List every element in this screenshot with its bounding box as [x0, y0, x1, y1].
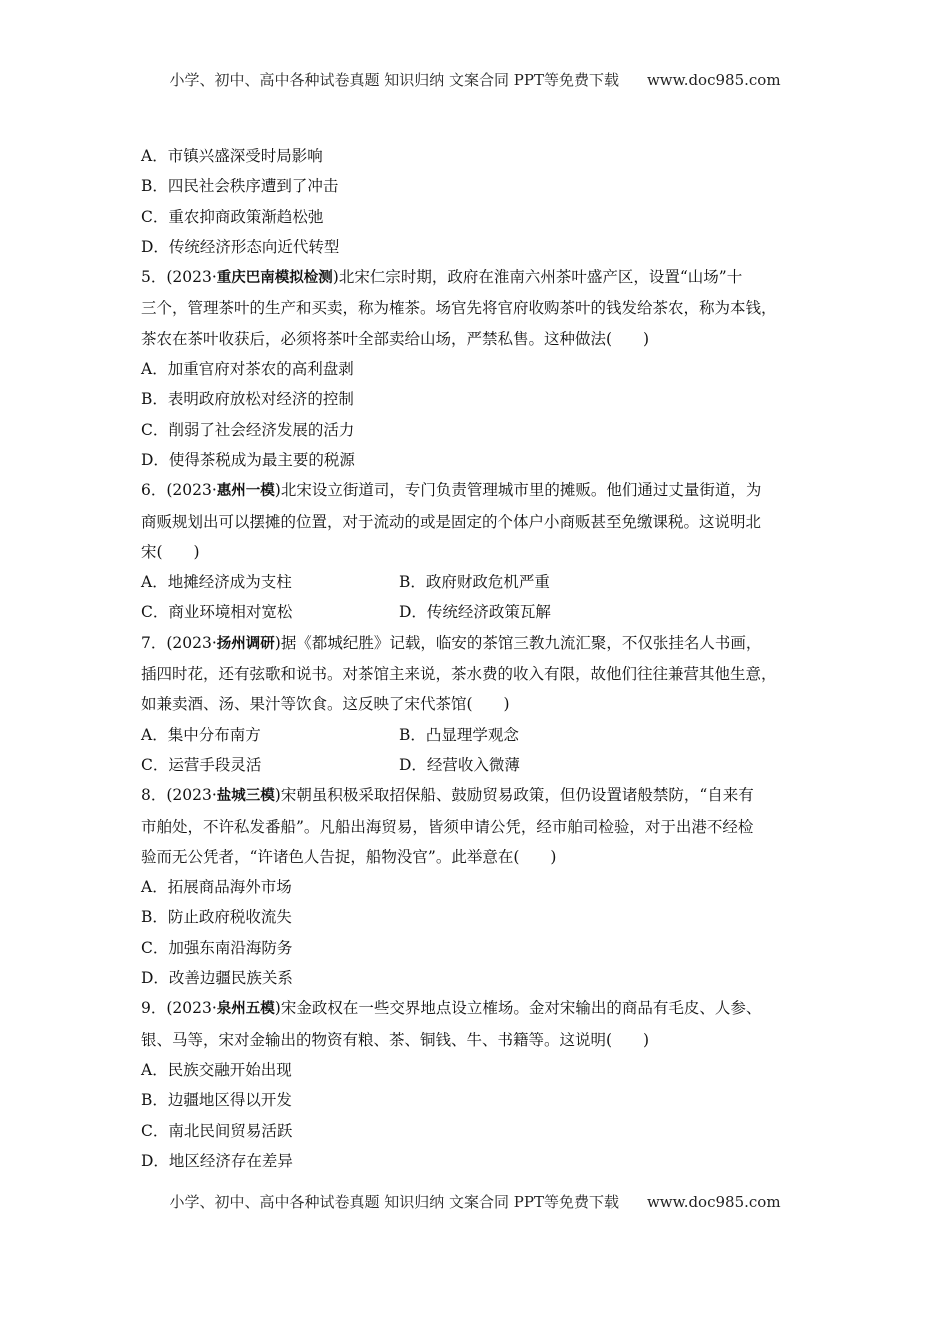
q9-source: 泉州五模 — [216, 1001, 275, 1018]
q5-line-2: 三个，管理茶叶的生产和买卖，称为榷茶。场官先将官府收购茶叶的钱发给茶农，称为本钱， — [141, 299, 777, 318]
q6-source: 惠州一模 — [216, 483, 275, 500]
header-site: www.doc985.com — [646, 71, 781, 89]
q9-line-1: 9．(2023·泉州五模)宋金政权在一些交界地点设立榷场。金对宋输出的商品有毛皮、人参、 — [141, 999, 762, 1018]
q6-line-1: 6．(2023·惠州一模)北宋设立街道司，专门负责管理城市里的摊贩。他们通过丈量街道，为 — [141, 481, 762, 500]
q8-line-3: 验而无公凭者，“许诸色人告捉，船物没官”。此举意在( ) — [141, 847, 557, 866]
q7-option-a: A．集中分布南方 — [141, 725, 261, 744]
q7-options-row-2 — [141, 750, 823, 780]
q9-option-d: D．地区经济存在差异 — [141, 1151, 293, 1170]
q8-line-1: 8．(2023·盐城三模)宋朝虽积极采取招保船、鼓励贸易政策，但仍设置诸般禁防，“自来有 — [141, 786, 754, 805]
page-header — [0, 69, 950, 90]
q7-options-row-1 — [141, 720, 823, 750]
q8-source: 盐城三模 — [216, 788, 275, 805]
q4-option-d: D．传统经济形态向近代转型 — [141, 237, 340, 256]
q8-option-b: B．防止政府税收流失 — [141, 908, 292, 927]
q7-line-1: 7．(2023·扬州调研)据《都城纪胜》记载，临安的茶馆三教九流汇聚，不仅张挂名人书画， — [141, 633, 762, 652]
q9-option-a: A．民族交融开始出现 — [141, 1060, 292, 1079]
footer-text: 小学、初中、高中各种试卷真题 知识归纳 文案合同 PPT等免费下载 — [169, 1193, 619, 1211]
q4-option-b: B．四民社会秩序遭到了冲击 — [141, 177, 339, 196]
q7-option-d: D．经营收入微薄 — [399, 755, 520, 774]
q6-option-b: B．政府财政危机严重 — [399, 573, 550, 592]
q6-options-row-1 — [141, 567, 823, 597]
q4-option-a: A．市镇兴盛深受时局影响 — [141, 147, 323, 165]
q7-line-2: 插四时花，还有弦歌和说书。对茶馆主来说，茶水费的收入有限，故他们往往兼营其他生意， — [141, 665, 777, 684]
q8-option-a: A．拓展商品海外市场 — [141, 878, 292, 897]
q7-source: 扬州调研 — [216, 635, 275, 652]
q5-option-c: C．削弱了社会经济发展的活力 — [141, 420, 355, 439]
q4-option-c: C．重农抑商政策渐趋松弛 — [141, 207, 324, 226]
q6-options-row-2 — [141, 597, 823, 627]
q8-option-d: D．改善边疆民族关系 — [141, 969, 293, 988]
q9-option-c: C．南北民间贸易活跃 — [141, 1121, 293, 1140]
q5-option-a: A．加重官府对茶农的高利盘剥 — [141, 360, 354, 379]
q9-option-b: B．边疆地区得以开发 — [141, 1091, 292, 1110]
header-text: 小学、初中、高中各种试卷真题 知识归纳 文案合同 PPT等免费下载 — [169, 71, 619, 89]
q5-option-b: B．表明政府放松对经济的控制 — [141, 390, 354, 409]
q5-line-3: 茶农在茶叶收获后，必须将茶叶全部卖给山场，严禁私售。这种做法( ) — [141, 329, 650, 348]
q8-option-c: C．加强东南沿海防务 — [141, 938, 293, 957]
q6-line-2: 商贩规划出可以摆摊的位置，对于流动的或是固定的个体户小商贩甚至免缴课税。这说明北 — [141, 512, 762, 531]
q7-line-3: 如兼卖酒、汤、果汁等饮食。这反映了宋代茶馆( ) — [141, 695, 510, 714]
exam-content — [141, 141, 823, 1176]
q6-option-a: A．地摊经济成为支柱 — [141, 573, 292, 592]
q5-option-d: D．使得茶税成为最主要的税源 — [141, 450, 355, 469]
q9-line-2: 银、马等，宋对金输出的物资有粮、茶、铜钱、牛、书籍等。这说明( ) — [141, 1030, 650, 1049]
footer-site: www.doc985.com — [646, 1193, 781, 1211]
q5-source: 重庆巴南模拟检测 — [216, 270, 333, 287]
q7-option-c: C．运营手段灵活 — [141, 755, 262, 774]
page-footer — [0, 1191, 950, 1212]
q5-line-1: 5．(2023·重庆巴南模拟检测)北宋仁宗时期，政府在淮南六州茶叶盛产区，设置“山场”十 — [141, 268, 743, 287]
q6-option-c: C．商业环境相对宽松 — [141, 603, 293, 622]
q8-line-2: 市舶处，不许私发番船”。凡船出海贸易，皆须申请公凭，经市舶司检验，对于出港不经检 — [141, 817, 754, 836]
q6-option-d: D．传统经济政策瓦解 — [399, 603, 551, 622]
q7-option-b: B．凸显理学观念 — [399, 725, 519, 744]
q6-line-3: 宋( ) — [141, 542, 200, 561]
